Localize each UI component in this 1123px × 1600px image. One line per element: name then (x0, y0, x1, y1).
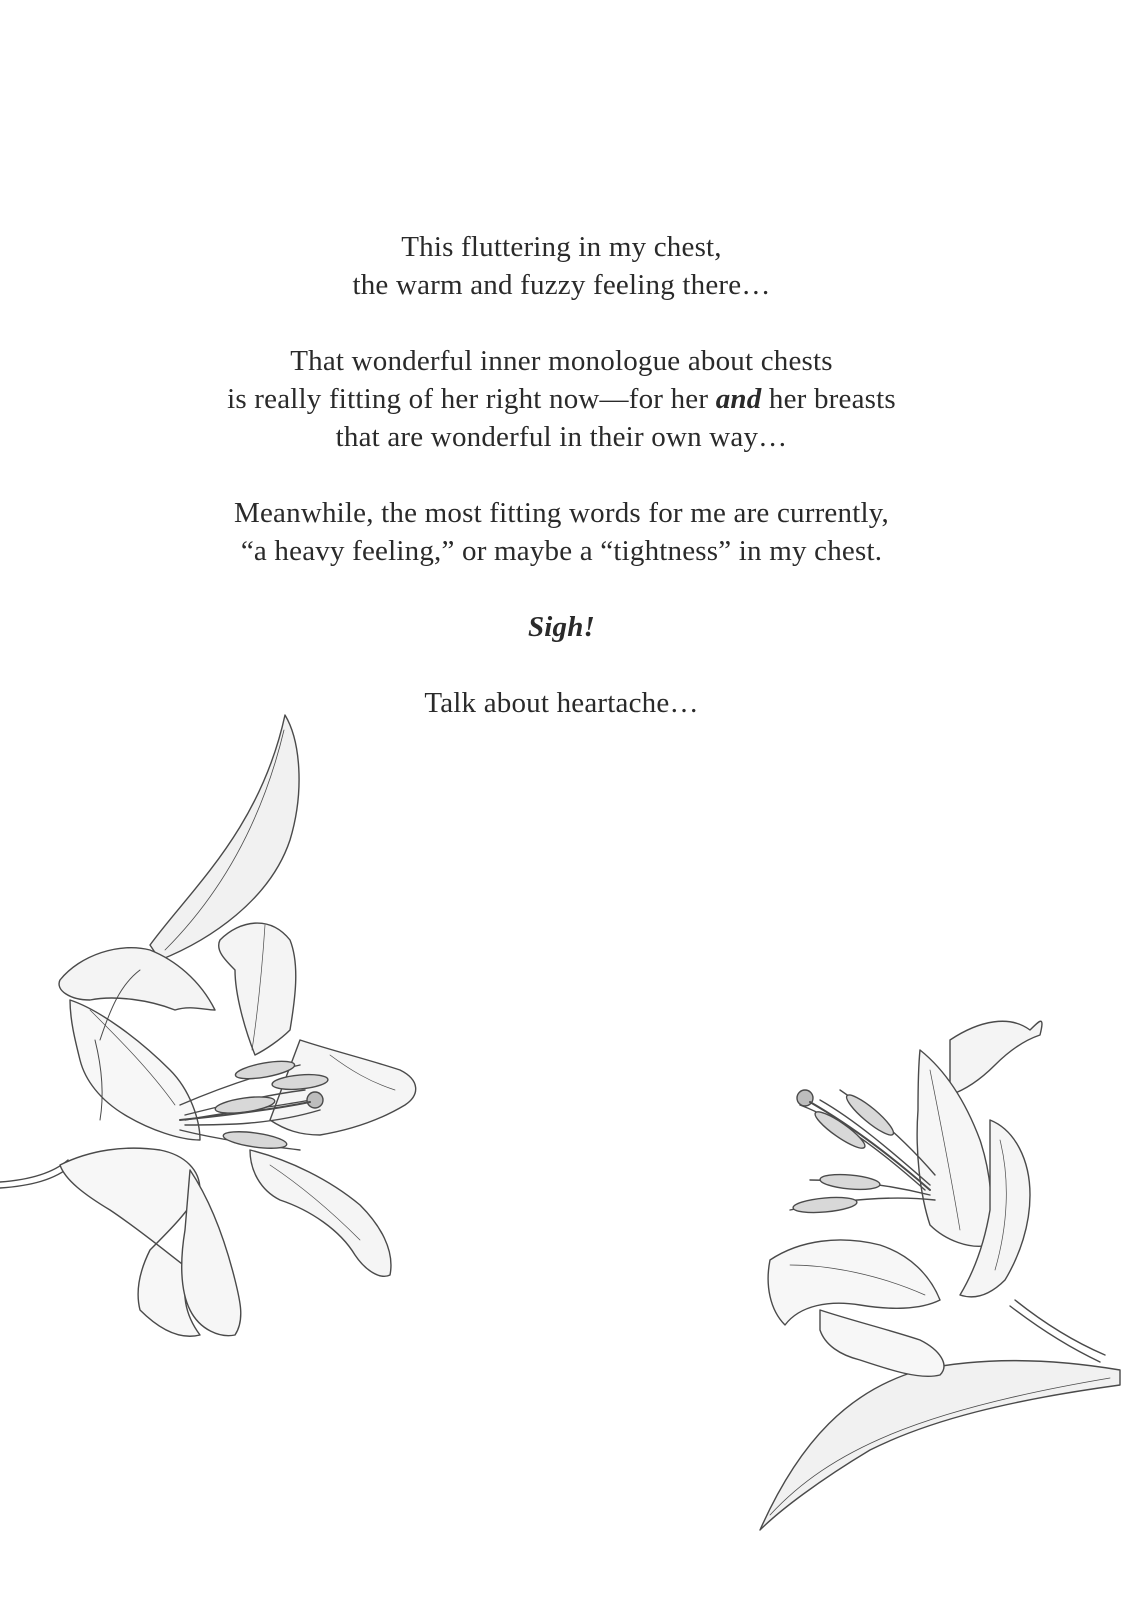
stanza-3-line-1: Meanwhile, the most fitting words for me are currently, (234, 497, 889, 529)
lily-left-icon (0, 710, 440, 1350)
exclamation-stanza (0, 608, 1123, 646)
stanza-2-line-2-before: is really fitting of her right now—for her (227, 383, 716, 415)
stanza-3-line-2: “a heavy feeling,” or maybe a “tightness” in my chest. (240, 535, 883, 567)
monologue-text (0, 228, 1123, 760)
stanza-1-line-1: This fluttering in my chest, (401, 231, 722, 263)
lily-right-icon (740, 1010, 1123, 1570)
stanza-1-line-2: the warm and fuzzy feeling there… (352, 269, 771, 301)
closing-line: Talk about heartache… (424, 687, 699, 719)
stanza-2-line-2-after: her breasts (761, 383, 896, 415)
stanza-2-emphasis: and (715, 383, 762, 415)
right-lily-illustration (740, 1010, 1123, 1570)
stanza-2-line-3: that are wonderful in their own way… (335, 421, 788, 453)
stanza-1 (0, 228, 1123, 304)
stanza-3 (0, 494, 1123, 570)
exclamation-sigh: Sigh! (527, 611, 596, 643)
left-lily-illustration (0, 710, 440, 1350)
stanza-2 (0, 342, 1123, 456)
stanza-2-line-2 (0, 380, 1123, 418)
stanza-2-line-1: That wonderful inner monologue about chests (290, 345, 833, 377)
